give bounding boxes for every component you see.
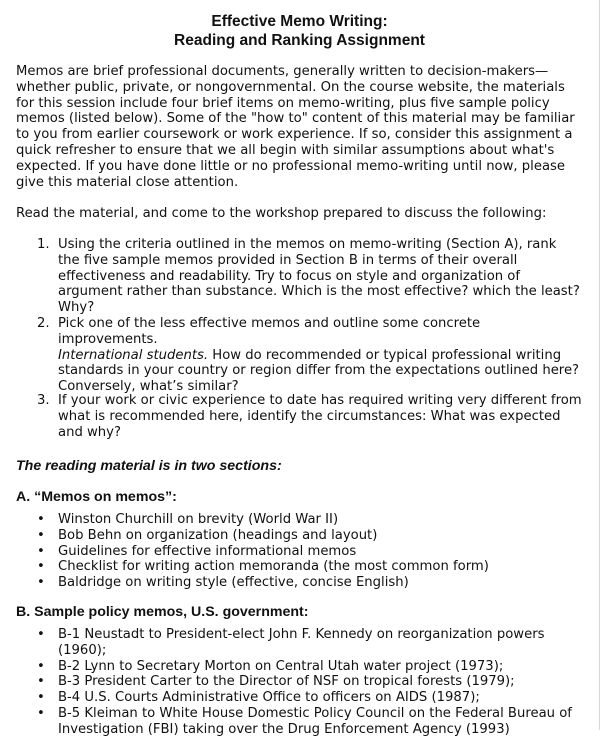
list-item-text: Baldridge on writing style (effective, concise English) [58,575,409,591]
item-text: Using the criteria outlined in the memos on memo-writing (Section A), rank the five sample memos provided in Section B in terms of their overall effectiveness and readability. Try to focus on style and organization of argument rather than substance. Which is the most effective? which the least? Why? [58,237,580,316]
list-item [37,659,587,675]
item-number: 1. [37,237,50,252]
list-item [37,674,587,690]
section-b-heading: B. Sample policy memos, U.S. government: [16,604,309,620]
list-item-text: Bob Behn on organization (headings and layout) [58,527,378,543]
numbered-item-2 [37,316,582,395]
item-text-italic: International students. [58,347,209,363]
bullet-icon: • [37,512,45,527]
bullet-icon: • [37,705,45,721]
list-item [37,706,587,738]
document-title-line2: Reading and Ranking Assignment [174,32,425,49]
item-text-rest: How do recommended or typical professional writing standards in your country or region differ from the expectations outlined here? Conversely, what’s similar? [58,347,580,395]
bullet-icon: • [37,690,45,706]
list-item [37,627,587,659]
list-item [37,512,587,528]
document-title-line1: Effective Memo Writing: [211,13,388,30]
item-number: 2. [37,316,50,331]
section-a-list [37,512,587,591]
list-item [37,690,587,706]
list-item [37,575,587,591]
section-b-list [37,627,587,738]
numbered-item-3 [37,393,582,440]
list-item [37,544,587,560]
instructions-lead: Read the material, and come to the workshop prepared to discuss the following: [16,206,547,221]
list-item-text: Checklist for writing action memoranda (the most common form) [58,559,489,575]
item-text: If your work or civic experience to date has required writing very different from what is recommended here, identify the circumstances: What was expected and why? [58,393,582,440]
list-item-text: B-2 Lynn to Secretary Morton on Central Utah water project (1973); [58,658,504,674]
bullet-icon: • [37,543,45,559]
bullet-icon: • [37,527,45,543]
bullet-icon: • [37,658,45,674]
list-item [37,528,587,544]
list-item-text: B-3 President Carter to the Director of NSF on tropical forests (1979); [58,674,515,690]
item-number: 3. [37,393,50,408]
numbered-item-1 [37,237,582,316]
list-item-text: B-1 Neustadt to President-elect John F. Kennedy on reorganization powers (1960); [58,627,545,658]
list-item-text: Winston Churchill on brevity (World War II) [58,512,339,527]
list-item-text: Guidelines for effective informational memos [58,543,357,559]
item-text [58,316,582,395]
bullet-icon: • [37,627,45,642]
item-text-main: Pick one of the less effective memos and outline some concrete improvements. [58,316,481,347]
list-item-text: B-4 U.S. Courts Administrative Office to officers on AIDS (1987); [58,690,480,706]
section-a-heading: A. “Memos on memos”: [16,489,177,505]
bullet-icon: • [37,559,45,575]
reading-heading: The reading material is in two sections: [16,458,282,474]
list-item-text: B-5 Kleiman to White House Domestic Policy Council on the Federal Bureau of Investigation (FBI) taking over the Drug Enforcement Agency (1993) [58,705,572,737]
bullet-icon: • [37,674,45,690]
bullet-icon: • [37,575,45,591]
intro-paragraph: Memos are brief professional documents, generally written to decision-makers—whether public, private, or nongovernmental. On the course website, the materials for this session include four brief items on memo-writing, plus five sample policy memos (listed below). Some of the "how to" content of this material may be familiar to you from earlier coursework or work experience. If so, consider this assignment a quick refresher to ensure that we all begin with similar assumptions about what's expected. If you have done little or no professional memo-writing until now, please give this material close attention. [16,64,575,190]
list-item [37,559,587,575]
